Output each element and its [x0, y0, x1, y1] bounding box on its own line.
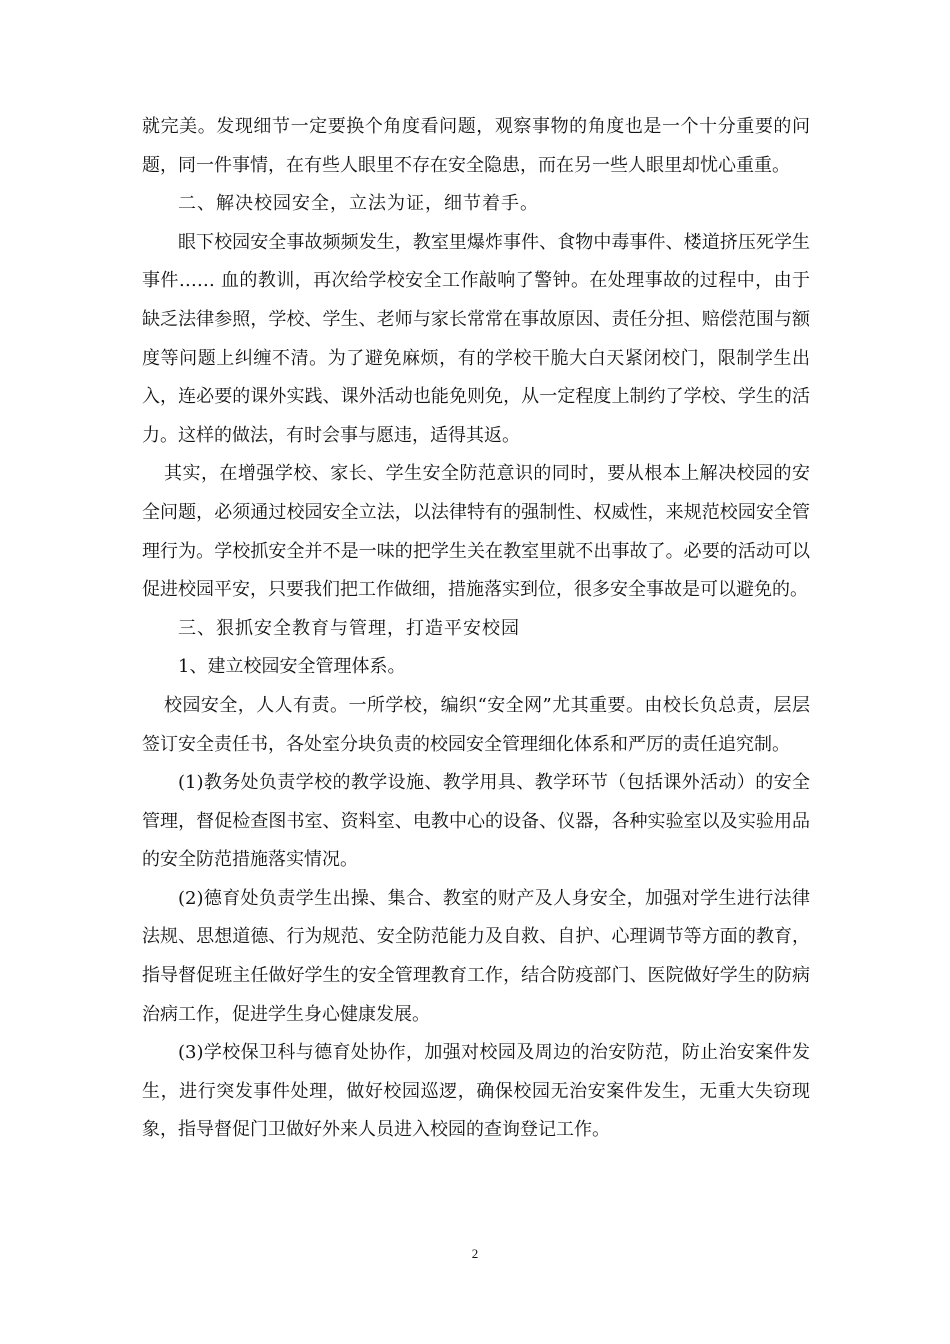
list-item: (2)德育处负责学生出操、集合、教室的财产及人身安全，加强对学生进行法律法规、思想道德、行为规范、安全防范能力及自救、自护、心理调节等方面的教育，指导督促班主任做好学生的安全管理教育工作，结合防疫部门、医院做好学生的防病治病工作，促进学生身心健康发展。	[142, 887, 810, 1025]
paragraph: 校园安全，人人有责。一所学校，编织“安全网”尤其重要。由校长负总责，层层签订安全责任书，各处室分块负责的校园安全管理细化体系和严厉的责任追究制。	[142, 694, 810, 755]
section-heading-3: 三、狠抓安全教育与管理，打造平安校园	[178, 617, 520, 639]
paragraph: 其实，在增强学校、家长、学生安全防范意识的同时，要从根本上解决校园的安全问题，必须通过校园安全立法，以法律特有的强制性、权威性，来规范校园安全管理行为。学校抓安全并不是一味的把学生关在教室里就不出事故了。必要的活动可以促进校园平安，只要我们把工作做细，措施落实到位，很多安全事故是可以避免的。	[142, 463, 810, 601]
list-item: (3)学校保卫科与德育处协作，加强对校园及周边的治安防范，防止治安案件发生，进行突发事件处理，做好校园巡逻，确保校园无治安案件发生，无重大失窃现象，指导督促门卫做好外来人员进入校园的查询登记工作。	[142, 1042, 810, 1141]
section-heading-2: 二、解决校园安全，立法为证，细节着手。	[178, 193, 539, 215]
list-item: (1)教务处负责学校的教学设施、教学用具、教学环节（包括课外活动）的安全管理，督促检查图书室、资料室、电教中心的设备、仪器，各种实验室以及实验用品的安全防范措施落实情况。	[142, 772, 810, 871]
document-body	[142, 108, 810, 1150]
page-number: 2	[471, 1246, 479, 1261]
paragraph-continuation: 就完美。发现细节一定要换个角度看问题，观察事物的角度也是一个十分重要的问题，同一件事情，在有些人眼里不存在安全隐患，而在另一些人眼里却忧心重重。	[142, 116, 810, 176]
paragraph: 眼下校园安全事故频频发生，教室里爆炸事件、食物中毒事件、楼道挤压死学生事件…… 血的教训，再次给学校安全工作敲响了警钟。在处理事故的过程中，由于缺乏法律参照，学校、学生、老师与家长常常在事故原因、责任分担、赔偿范围与额度等问题上纠缠不清。为了避免麻烦，有的学校干脆大白天紧闭校门，限制学生出入，连必要的课外实践、课外活动也能免则免，从一定程度上制约了学校、学生的活力。这样的做法，有时会事与愿违，适得其返。	[142, 231, 810, 446]
subsection-heading-1: 1、建立校园安全管理体系。	[178, 656, 406, 678]
